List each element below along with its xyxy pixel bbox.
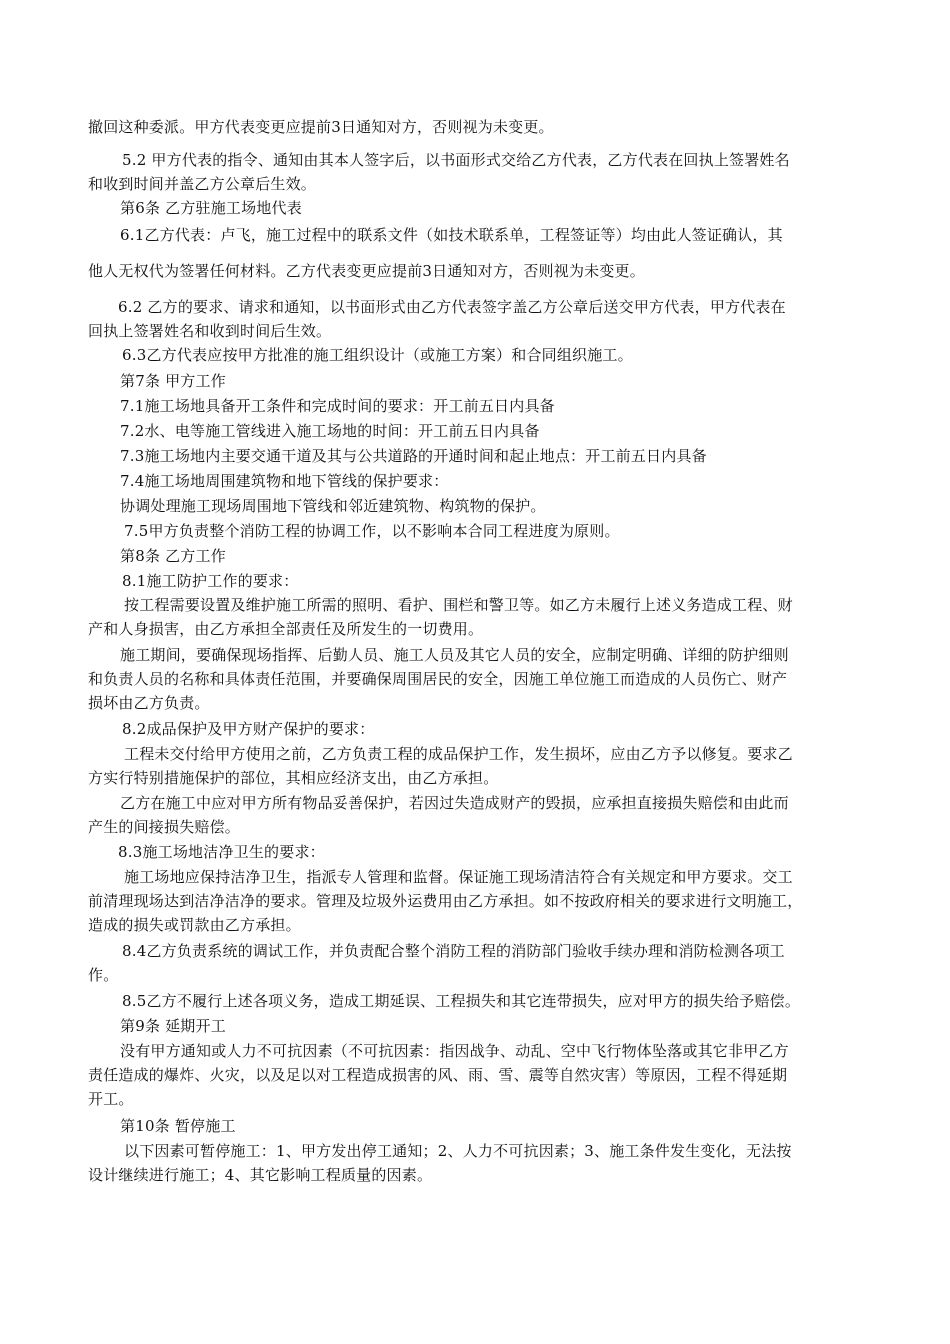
text-line: 第10条 暂停施工 bbox=[120, 1117, 236, 1135]
text-line: 前清理现场达到洁净洁净的要求。管理及垃圾外运费用由乙方承担。如不按政府相关的要求进行文明施工， bbox=[88, 892, 803, 910]
text-line: 作。 bbox=[88, 966, 119, 984]
text-line: 产生的间接损失赔偿。 bbox=[88, 818, 241, 836]
text-line: 6.1乙方代表：卢飞，施工过程中的联系文件（如技术联系单，工程签证等）均由此人签证确认，其 bbox=[120, 226, 783, 244]
text-line: 造成的损失或罚款由乙方承担。 bbox=[88, 916, 301, 934]
text-line: 施工场地应保持洁净卫生，指派专人管理和监督。保证施工现场清洁符合有关规定和甲方要求。交工 bbox=[124, 868, 793, 886]
text-line: 第7条 甲方工作 bbox=[120, 372, 226, 390]
text-line: 第9条 延期开工 bbox=[120, 1017, 226, 1035]
text-line: 责任造成的爆炸、火灾，以及足以对工程造成损害的风、雨、雪、震等自然灾害）等原因，工程不得延期 bbox=[88, 1066, 788, 1084]
text-line: 第8条 乙方工作 bbox=[120, 547, 226, 565]
text-line: 没有甲方通知或人力不可抗因素（不可抗因素：指因战争、动乱、空中飞行物体坠落或其它非甲乙方 bbox=[120, 1042, 789, 1060]
text-line: 7.3施工场地内主要交通干道及其与公共道路的开通时间和起止地点：开工前五日内具备 bbox=[120, 447, 707, 465]
text-line: 8.1施工防护工作的要求： bbox=[122, 572, 299, 590]
text-line: 和收到时间并盖乙方公章后生效。 bbox=[88, 175, 317, 193]
text-line: 6.3乙方代表应按甲方批准的施工组织设计（或施工方案）和合同组织施工。 bbox=[122, 346, 633, 364]
text-line: 7.2水、电等施工管线进入施工场地的时间：开工前五日内具备 bbox=[120, 422, 540, 440]
text-line: 方实行特别措施保护的部位，其相应经济支出，由乙方承担。 bbox=[88, 769, 499, 787]
text-line: 第6条 乙方驻施工场地代表 bbox=[120, 199, 302, 217]
text-line: 损坏由乙方负责。 bbox=[88, 694, 210, 712]
text-line: 以下因素可暂停施工：1、甲方发出停工通知；2、人力不可抗因素；3、施工条件发生变化，无法按 bbox=[124, 1142, 792, 1160]
text-line: 他人无权代为签署任何材料。乙方代表变更应提前3日通知对方，否则视为未变更。 bbox=[88, 262, 645, 280]
text-line: 6.2 乙方的要求、请求和通知，以书面形式由乙方代表签字盖乙方公章后送交甲方代表，甲方代表在 bbox=[118, 298, 786, 316]
text-line: 设计继续进行施工；4、其它影响工程质量的因素。 bbox=[88, 1166, 433, 1184]
text-line: 8.4乙方负责系统的调试工作，并负责配合整个消防工程的消防部门验收手续办理和消防检测各项工 bbox=[122, 942, 785, 960]
text-line: 产和人身损害，由乙方承担全部责任及所发生的一切费用。 bbox=[88, 620, 484, 638]
text-line: 协调处理施工现场周围地下管线和邻近建筑物、构筑物的保护。 bbox=[120, 497, 546, 515]
text-line: 和负责人员的名称和具体责任范围，并要确保周围居民的安全，因施工单位施工而造成的人员伤亡、财产 bbox=[88, 670, 788, 688]
text-line: 撤回这种委派。甲方代表变更应提前3日通知对方，否则视为未变更。 bbox=[88, 118, 554, 136]
text-line: 7.1施工场地具备开工条件和完成时间的要求：开工前五日内具备 bbox=[120, 397, 555, 415]
text-line: 施工期间，要确保现场指挥、后勤人员、施工人员及其它人员的安全，应制定明确、详细的防护细则 bbox=[120, 646, 789, 664]
text-line: 开工。 bbox=[88, 1090, 134, 1108]
text-line: 7.4施工场地周围建筑物和地下管线的保护要求： bbox=[120, 472, 449, 490]
text-line: 5.2 甲方代表的指令、通知由其本人签字后，以书面形式交给乙方代表，乙方代表在回执上签署姓名 bbox=[122, 151, 790, 169]
text-line: 8.5乙方不履行上述各项义务，造成工期延误、工程损失和其它连带损失，应对甲方的损失给予赔偿。 bbox=[122, 992, 801, 1010]
text-line: 按工程需要设置及维护施工所需的照明、看护、围栏和警卫等。如乙方未履行上述义务造成工程、财 bbox=[124, 596, 793, 614]
text-line: 8.2成品保护及甲方财产保护的要求： bbox=[122, 720, 375, 738]
text-line: 8.3施工场地洁净卫生的要求： bbox=[118, 843, 325, 861]
text-line: 工程未交付给甲方使用之前，乙方负责工程的成品保护工作，发生损坏，应由乙方予以修复。要求乙 bbox=[124, 745, 793, 763]
text-line: 乙方在施工中应对甲方所有物品妥善保护，若因过失造成财产的毁损，应承担直接损失赔偿和由此而 bbox=[120, 794, 789, 812]
text-line: 7.5甲方负责整个消防工程的协调工作，以不影响本合同工程进度为原则。 bbox=[124, 522, 620, 540]
text-line: 回执上签署姓名和收到时间后生效。 bbox=[88, 322, 332, 340]
